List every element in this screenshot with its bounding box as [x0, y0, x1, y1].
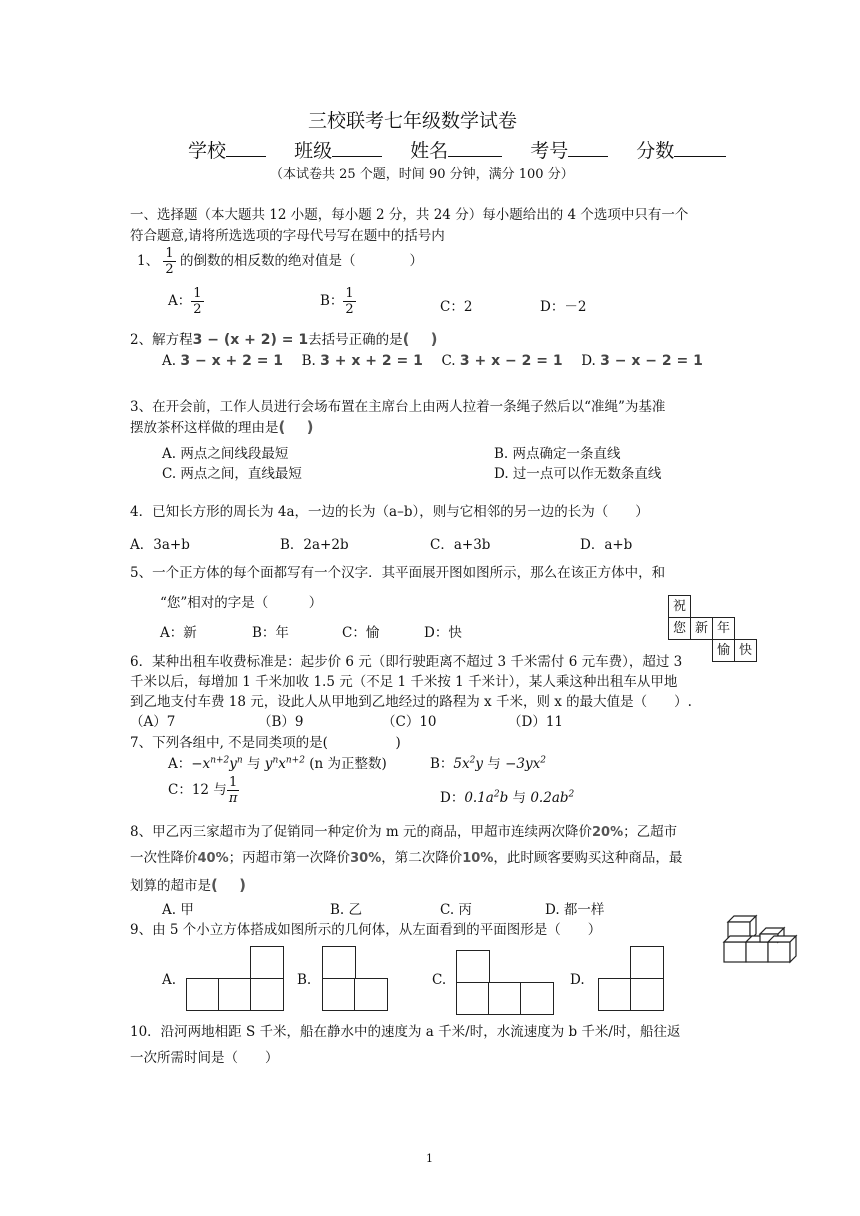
- q2-stem: 2、解方程3 − (x + 2) = 1去括号正确的是( ): [130, 330, 446, 348]
- q9-option-c-label: C.: [432, 972, 447, 988]
- q1-stem: 1、 $\frac{1}{2}$ 的倒数的相反数的绝对值是（ ）: [137, 246, 423, 277]
- score-label: 分数: [636, 140, 675, 162]
- class-blank[interactable]: [332, 155, 382, 157]
- net-cell: 年: [712, 617, 735, 640]
- q1-option-d: D：－2: [540, 299, 587, 315]
- exam-no-label: 考号: [530, 140, 569, 162]
- q6-line1: 6．某种出租车收费标准是：起步价 6 元（即行驶距离不超过 3 千米需付 6 元车费），超过 3: [130, 654, 683, 670]
- q1-option-b: B： $\frac{1}{2}$: [320, 286, 354, 317]
- q2-options: A. 3 − x + 2 = 1 B. 3 + x + 2 = 1 C. 3 + x − 2 = 1 D. 3 − x − 2 = 1: [162, 353, 703, 369]
- q9-option-a-label: A.: [162, 972, 177, 988]
- q8-option-a: A. 甲: [162, 902, 194, 918]
- net-cell: 您: [668, 617, 691, 640]
- exam-note: （本试卷共 25 个题，时间 90 分钟，满分 100 分）: [270, 167, 574, 182]
- q8-line3: 划算的超市是( ): [130, 876, 254, 894]
- q5-option-a: A：新: [160, 625, 197, 641]
- q9-stem: 9、由 5 个小立方体搭成如图所示的几何体，从左面看到的平面图形是（ ）: [130, 922, 602, 938]
- exam-title: 三校联考七年级数学试卷: [308, 110, 518, 132]
- q7-option-a: A：$-x^{n+2}y^n$ 与 $y^nx^{n+2}$ (n 为正整数): [168, 755, 387, 772]
- q3-option-d: D. 过一点可以作无数条直线: [494, 466, 662, 482]
- q6-line3: 到乙地支付车费 18 元，设此人从甲地到乙地经过的路程为 x 千米，则 x 的最大值是（ ）.: [130, 694, 692, 710]
- name-label: 姓名: [410, 140, 449, 162]
- q1-option-a: A： $\frac{1}{2}$: [168, 286, 202, 317]
- q5-option-b: B：年: [252, 625, 289, 641]
- q4-stem: 4．已知长方形的周长为 4a，一边的长为（a–b），则与它相邻的另一边的长为（ ）: [130, 504, 649, 520]
- q6-option-b: （B）9: [258, 714, 304, 730]
- exam-no-blank[interactable]: [568, 155, 608, 157]
- q1-option-c: C：2: [440, 299, 473, 315]
- q4-option-a: A．3a+b: [130, 537, 190, 553]
- q8-line1: 8、甲乙丙三家超市为了促销同一种定价为 m 元的商品，甲超市连续两次降价20%；乙超市: [130, 824, 678, 840]
- q6-option-a: （A）7: [130, 714, 176, 730]
- q2-equation: 3 − (x + 2) = 1: [192, 332, 309, 348]
- school-blank[interactable]: [226, 155, 266, 157]
- q8-option-c: C. 丙: [440, 902, 472, 918]
- q7-option-b: B：$5x^2y$ 与 $-3yx^2$: [430, 755, 546, 772]
- q8-option-d: D. 都一样: [545, 902, 605, 918]
- section1-line2: 符合题意,请将所选选项的字母代号写在题中的括号内: [130, 228, 445, 244]
- q3-line2: 摆放茶杯这样做的理由是( ): [130, 418, 322, 436]
- q8-line2: 一次性降价40%；丙超市第一次降价30%，第二次降价10%，此时顾客要购买这种商品，最: [130, 850, 683, 866]
- section1-line1: 一、选择题（本大题共 12 小题，每小题 2 分，共 24 分）每小题给出的 4 个选项中只有一个: [130, 207, 689, 223]
- net-cell: 快: [734, 639, 757, 662]
- q5-line1: 5、一个正方体的每个面都写有一个汉字．其平面展开图如图所示，那么在该正方体中，和: [130, 565, 666, 581]
- q6-line2: 千米以后，每增加 1 千米加收 1.5 元（不足 1 千米按 1 千米计），某人乘这种出租车从甲地: [130, 674, 678, 690]
- school-label: 学校: [188, 140, 227, 162]
- q3-option-b: B. 两点确定一条直线: [494, 446, 621, 462]
- q4-option-b: B．2a+2b: [280, 537, 349, 553]
- q7-option-d: D：$0.1a^2b$ 与 $0.2ab^2$: [440, 789, 575, 806]
- q5-option-c: C：愉: [342, 625, 380, 641]
- q8-option-b: B. 乙: [330, 902, 363, 918]
- page-number: 1: [426, 1152, 433, 1165]
- name-blank[interactable]: [448, 155, 502, 157]
- student-info-row: [188, 136, 748, 163]
- net-cell: 新: [690, 617, 713, 640]
- q5-option-d: D：快: [424, 625, 462, 641]
- q9-option-b-label: B.: [297, 972, 312, 988]
- q2-answer-paren: ( ): [402, 330, 446, 348]
- class-label: 班级: [294, 140, 333, 162]
- score-blank[interactable]: [674, 155, 726, 157]
- q3-line1: 3、在开会前，工作人员进行会场布置在主席台上由两人拉着一条绳子然后以“准绳”为基准: [130, 399, 666, 415]
- q10-line2: 一次所需时间是（ ）: [130, 1050, 279, 1066]
- q4-option-c: C．a+3b: [430, 537, 491, 553]
- q7-stem: 7、下列各组中, 不是同类项的是( ): [130, 735, 401, 751]
- q4-option-d: D．a+b: [580, 537, 633, 553]
- q6-option-d: （D）11: [508, 714, 564, 730]
- q7-option-c: C：12 与 $\frac{1}{\pi}$: [168, 775, 238, 806]
- q3-option-c: C. 两点之间，直线最短: [162, 466, 302, 482]
- q5-line2: “您”相对的字是（ ）: [160, 595, 323, 611]
- net-cell: 愉: [712, 639, 735, 662]
- q9-option-d-label: D.: [570, 972, 585, 988]
- q6-option-c: （C）10: [382, 714, 437, 730]
- cubes-3d-figure: [720, 912, 800, 966]
- q10-line1: 10．沿河两地相距 S 千米，船在静水中的速度为 a 千米/时，水流速度为 b 千米/时，船往返: [130, 1024, 681, 1040]
- net-cell: 祝: [668, 595, 691, 618]
- q3-option-a: A. 两点之间线段最短: [162, 446, 289, 462]
